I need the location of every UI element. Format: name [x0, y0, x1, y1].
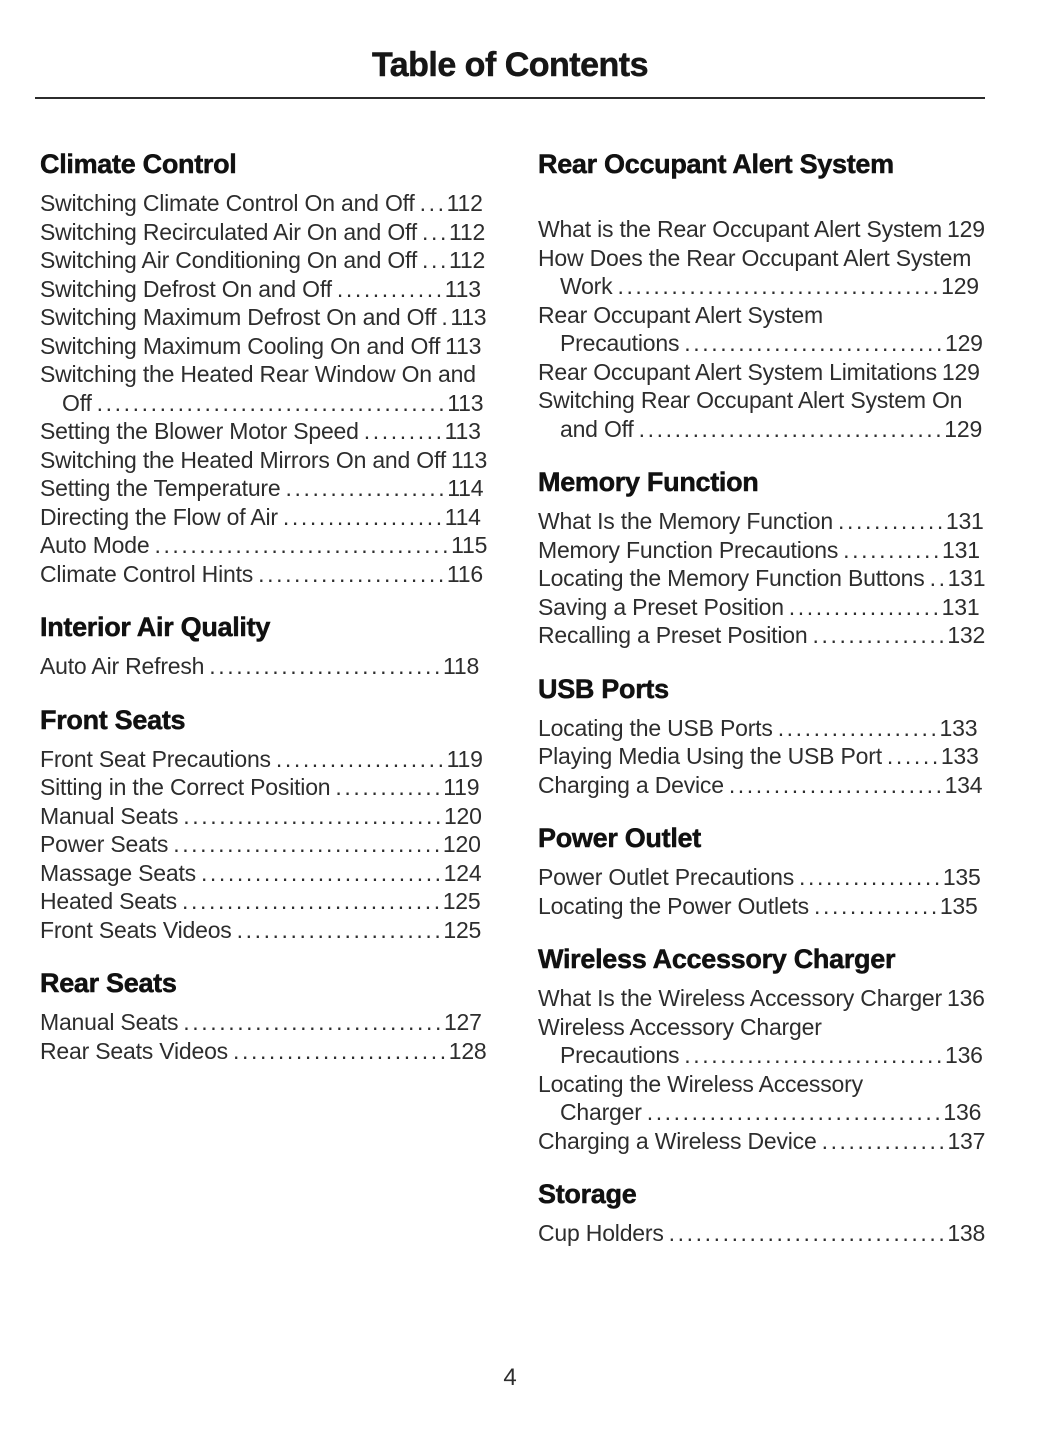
- toc-leader-dots: .........: [363, 418, 445, 444]
- toc-entry-label: Rear Occupant Alert System Precautions: [538, 301, 823, 356]
- toc-column-left: [40, 147, 488, 1065]
- toc-entry: [40, 417, 488, 446]
- toc-section: [538, 672, 986, 800]
- section-heading: Rear Seats: [40, 968, 177, 998]
- toc-entry: [538, 244, 986, 301]
- toc-leader-dots: ..............: [821, 1127, 948, 1154]
- toc-leader-dots: ............: [837, 508, 946, 534]
- toc-entry-page: 129: [944, 415, 983, 442]
- toc-entry-label: Switching Maximum Defrost On and Off: [40, 304, 437, 330]
- toc-entry-label: Locating the Power Outlets: [538, 892, 809, 919]
- toc-entry-page: 113: [450, 446, 488, 473]
- toc-entry: [538, 1070, 986, 1127]
- toc-section: [40, 610, 488, 681]
- toc-columns: [0, 99, 1055, 1248]
- toc-entry-label: Switching Recirculated Air On and Off: [40, 218, 417, 245]
- toc-entry-page: 131: [945, 508, 984, 534]
- toc-entry: [538, 892, 986, 921]
- toc-entry-page: 119: [443, 774, 480, 800]
- toc-entry-label: Switching Climate Control On and Off: [40, 190, 415, 216]
- page-header: [0, 0, 1020, 99]
- toc-entry-page: 112: [448, 218, 486, 245]
- toc-leader-dots: .......................................: [96, 389, 448, 416]
- toc-leader-dots: ..................: [777, 714, 940, 741]
- toc-entry-page: 129: [941, 358, 980, 385]
- toc-leader-dots: ......: [886, 743, 941, 769]
- toc-entry-label: Auto Air Refresh: [40, 653, 205, 679]
- toc-entry-label: Charging a Device: [538, 771, 724, 798]
- toc-entry-label: Sitting in the Correct Position: [40, 774, 331, 800]
- toc-entry: [538, 863, 986, 892]
- toc-leader-dots: ........................: [728, 771, 945, 798]
- toc-leader-dots: ............: [335, 774, 444, 800]
- toc-leader-dots: ..................: [282, 503, 445, 530]
- toc-leader-dots: ..............: [813, 892, 940, 919]
- toc-entry: [40, 859, 488, 888]
- toc-leader-dots: .................: [788, 593, 942, 620]
- toc-entry-label: Cup Holders: [538, 1220, 664, 1246]
- toc-entry-page: 135: [939, 892, 978, 919]
- toc-entry-page: 136: [943, 1099, 982, 1125]
- toc-leader-dots: ...................: [275, 745, 447, 772]
- toc-entry-label: Manual Seats: [40, 1009, 179, 1035]
- toc-entry-page: 131: [941, 593, 980, 620]
- toc-entry-page: 131: [942, 536, 980, 563]
- toc-leader-dots: ...: [422, 247, 449, 273]
- toc-entry: [538, 593, 986, 622]
- toc-entry-page: 134: [944, 771, 983, 798]
- toc-entry: [40, 773, 488, 802]
- toc-entry: [538, 564, 986, 593]
- toc-entry-label: Charging a Wireless Device: [538, 1127, 817, 1154]
- toc-entry: [40, 332, 488, 361]
- toc-leader-dots: ............: [336, 275, 445, 302]
- section-heading: Power Outlet: [538, 823, 701, 853]
- toc-leader-dots: ..............................: [173, 831, 443, 857]
- toc-leader-dots: ..................................: [638, 415, 945, 442]
- toc-entry-page: 113: [445, 332, 482, 359]
- toc-entry-label: Switching the Heated Rear Window On and Off: [40, 361, 476, 416]
- toc-leader-dots: ...............: [812, 622, 948, 648]
- toc-entry: [538, 386, 986, 443]
- toc-entry-label: Switching Defrost On and Off: [40, 275, 332, 302]
- toc-entry: [40, 802, 488, 831]
- toc-leader-dots: ...........: [843, 536, 943, 563]
- toc-entry: [40, 830, 488, 859]
- toc-entry-page: 132: [947, 622, 986, 648]
- toc-entry-label: Heated Seats: [40, 888, 177, 914]
- toc-entry-page: 129: [941, 273, 979, 299]
- toc-entry-label: Locating the Memory Function Buttons: [538, 565, 925, 591]
- toc-entry-page: 125: [442, 888, 481, 914]
- toc-entry-page: 119: [446, 745, 483, 772]
- toc-entry-label: Recalling a Preset Position: [538, 622, 808, 648]
- toc-entry: [40, 745, 488, 774]
- section-heading: Rear Occupant Alert System: [538, 149, 894, 179]
- toc-entry: [40, 560, 488, 589]
- toc-entry-label: Front Seats Videos: [40, 916, 232, 943]
- section-heading: Wireless Accessory Charger: [538, 944, 896, 974]
- section-heading: USB Ports: [538, 673, 669, 704]
- toc-entry-page: 125: [443, 916, 482, 943]
- toc-entry-label: Wireless Accessory Charger Precautions: [538, 1013, 822, 1068]
- toc-section: [538, 821, 986, 920]
- toc-entry-page: 120: [443, 802, 482, 829]
- toc-entry-page: 113: [444, 418, 481, 444]
- toc-entry-label: What Is the Wireless Accessory Charger: [538, 985, 942, 1011]
- toc-entry-label: Power Seats: [40, 831, 169, 857]
- toc-entry: [538, 301, 986, 358]
- toc-leader-dots: .: [441, 304, 451, 330]
- toc-entry: [40, 303, 488, 332]
- toc-entry: [538, 358, 986, 387]
- toc-section: [538, 942, 986, 1155]
- toc-entry-page: 131: [947, 565, 986, 591]
- toc-leader-dots: .............................: [684, 330, 945, 356]
- toc-leader-dots: .............................: [181, 888, 443, 914]
- section-heading: Memory Function: [538, 467, 759, 497]
- toc-entry-label: Massage Seats: [40, 859, 196, 886]
- toc-entry-label: Rear Occupant Alert System Limitations: [538, 358, 937, 385]
- toc-section: [40, 966, 488, 1065]
- toc-entry: [538, 507, 986, 536]
- toc-leader-dots: .....................: [258, 560, 447, 587]
- toc-leader-dots: ..: [929, 565, 948, 591]
- toc-entry-label: Switching the Heated Mirrors On and Off: [40, 446, 446, 473]
- toc-entry: [538, 215, 986, 244]
- page-title: Table of Contents: [371, 46, 649, 84]
- section-heading: Climate Control: [40, 149, 237, 179]
- section-heading: Storage: [538, 1179, 637, 1209]
- toc-entry-page: 128: [448, 1037, 487, 1064]
- toc-entry: [40, 218, 488, 247]
- section-heading: Front Seats: [40, 704, 186, 735]
- toc-entry-page: 124: [443, 859, 482, 886]
- toc-entry-page: 115: [451, 532, 488, 558]
- toc-entry-label: Power Outlet Precautions: [538, 864, 794, 890]
- toc-entry-label: Playing Media Using the USB Port: [538, 743, 882, 769]
- toc-entry-page: 136: [944, 1042, 983, 1068]
- toc-leader-dots: ..................: [285, 475, 448, 501]
- toc-section: [538, 1177, 986, 1248]
- toc-section: [40, 147, 488, 588]
- toc-entry-page: 133: [939, 714, 978, 741]
- toc-leader-dots: ...: [421, 218, 449, 245]
- toc-entry-label: Climate Control Hints: [40, 560, 254, 587]
- toc-entry-label: Setting the Blower Motor Speed: [40, 418, 359, 444]
- toc-entry: [40, 446, 488, 475]
- toc-entry: [538, 536, 986, 565]
- toc-leader-dots: .............................: [183, 1009, 444, 1035]
- toc-entry-page: 129: [944, 330, 983, 356]
- toc-entry: [40, 652, 488, 681]
- toc-leader-dots: ................: [799, 864, 943, 890]
- toc-entry: [40, 360, 488, 417]
- toc-entry-label: Locating the USB Ports: [538, 714, 773, 741]
- toc-entry: [40, 275, 488, 304]
- toc-entry: [40, 189, 488, 218]
- toc-entry-label: What Is the Memory Function: [538, 508, 833, 534]
- toc-entry-page: 113: [447, 389, 484, 416]
- toc-entry: [538, 771, 986, 800]
- toc-entry-label: Setting the Temperature: [40, 475, 281, 501]
- toc-entry: [538, 621, 986, 650]
- toc-leader-dots: ...........................: [200, 859, 444, 886]
- toc-entry-label: Auto Mode: [40, 532, 150, 558]
- toc-entry-page: 137: [947, 1127, 986, 1154]
- toc-entry-label: Locating the Wireless Accessory Charger: [538, 1070, 863, 1125]
- toc-entry-page: 113: [444, 275, 481, 302]
- toc-entry-page: 112: [449, 247, 486, 273]
- toc-entry-label: Switching Maximum Cooling On and Off: [40, 332, 441, 359]
- toc-entry-page: 118: [443, 653, 480, 679]
- toc-entry-label: Memory Function Precautions: [538, 536, 839, 563]
- toc-section: [40, 703, 488, 945]
- toc-entry-page: 133: [940, 743, 979, 769]
- toc-leader-dots: .......................: [236, 916, 444, 943]
- toc-entry: [40, 1008, 488, 1037]
- toc-leader-dots: ........................: [232, 1037, 449, 1064]
- toc-leader-dots: ....................................: [617, 273, 942, 299]
- toc-section: [538, 465, 986, 650]
- toc-entry-page: 138: [947, 1220, 986, 1246]
- toc-entry: [40, 887, 488, 916]
- toc-entry-page: 114: [444, 503, 481, 530]
- toc-entry-label: Manual Seats: [40, 802, 179, 829]
- toc-leader-dots: ..........................: [209, 653, 444, 679]
- toc-entry: [40, 474, 488, 503]
- toc-entry-label: How Does the Rear Occupant Alert System Work: [538, 244, 972, 299]
- toc-leader-dots: .................................: [154, 532, 452, 558]
- toc-leader-dots: .................................: [646, 1099, 944, 1125]
- toc-leader-dots: .............................: [684, 1042, 945, 1068]
- toc-entry-label: Switching Rear Occupant Alert System On and Off: [538, 387, 963, 442]
- toc-section: [538, 147, 986, 443]
- toc-leader-dots: ...: [419, 190, 447, 216]
- toc-entry: [538, 714, 986, 743]
- toc-entry-label: Directing the Flow of Air: [40, 503, 278, 530]
- toc-entry-page: 120: [442, 831, 481, 857]
- toc-entry-page: 127: [443, 1009, 482, 1035]
- toc-entry-page: 135: [942, 864, 981, 890]
- toc-entry: [40, 503, 488, 532]
- toc-entry: [538, 1127, 986, 1156]
- toc-leader-dots: ...............................: [668, 1220, 948, 1246]
- toc-entry: [40, 916, 488, 945]
- toc-entry-label: Saving a Preset Position: [538, 593, 784, 620]
- toc-entry-label: Front Seat Precautions: [40, 745, 271, 772]
- toc-entry-page: 114: [447, 475, 484, 501]
- toc-column-right: [538, 147, 986, 1248]
- page-number: 4: [503, 1364, 517, 1391]
- toc-entry-page: 112: [446, 190, 483, 216]
- toc-entry-page: 113: [450, 304, 487, 330]
- toc-entry: [538, 984, 986, 1013]
- section-heading: Interior Air Quality: [40, 612, 271, 642]
- toc-entry-label: Switching Air Conditioning On and Off: [40, 247, 418, 273]
- toc-entry: [538, 742, 986, 771]
- toc-entry: [538, 1013, 986, 1070]
- toc-entry-page: 116: [446, 560, 483, 587]
- toc-entry: [40, 531, 488, 560]
- toc-entry: [40, 246, 488, 275]
- toc-entry-page: 129: [947, 216, 985, 242]
- toc-leader-dots: .............................: [183, 802, 444, 829]
- toc-entry: [40, 1037, 488, 1066]
- toc-entry-label: What is the Rear Occupant Alert System: [538, 216, 943, 242]
- toc-entry: [538, 1219, 986, 1248]
- toc-entry-page: 136: [946, 985, 985, 1011]
- toc-entry-label: Rear Seats Videos: [40, 1037, 228, 1064]
